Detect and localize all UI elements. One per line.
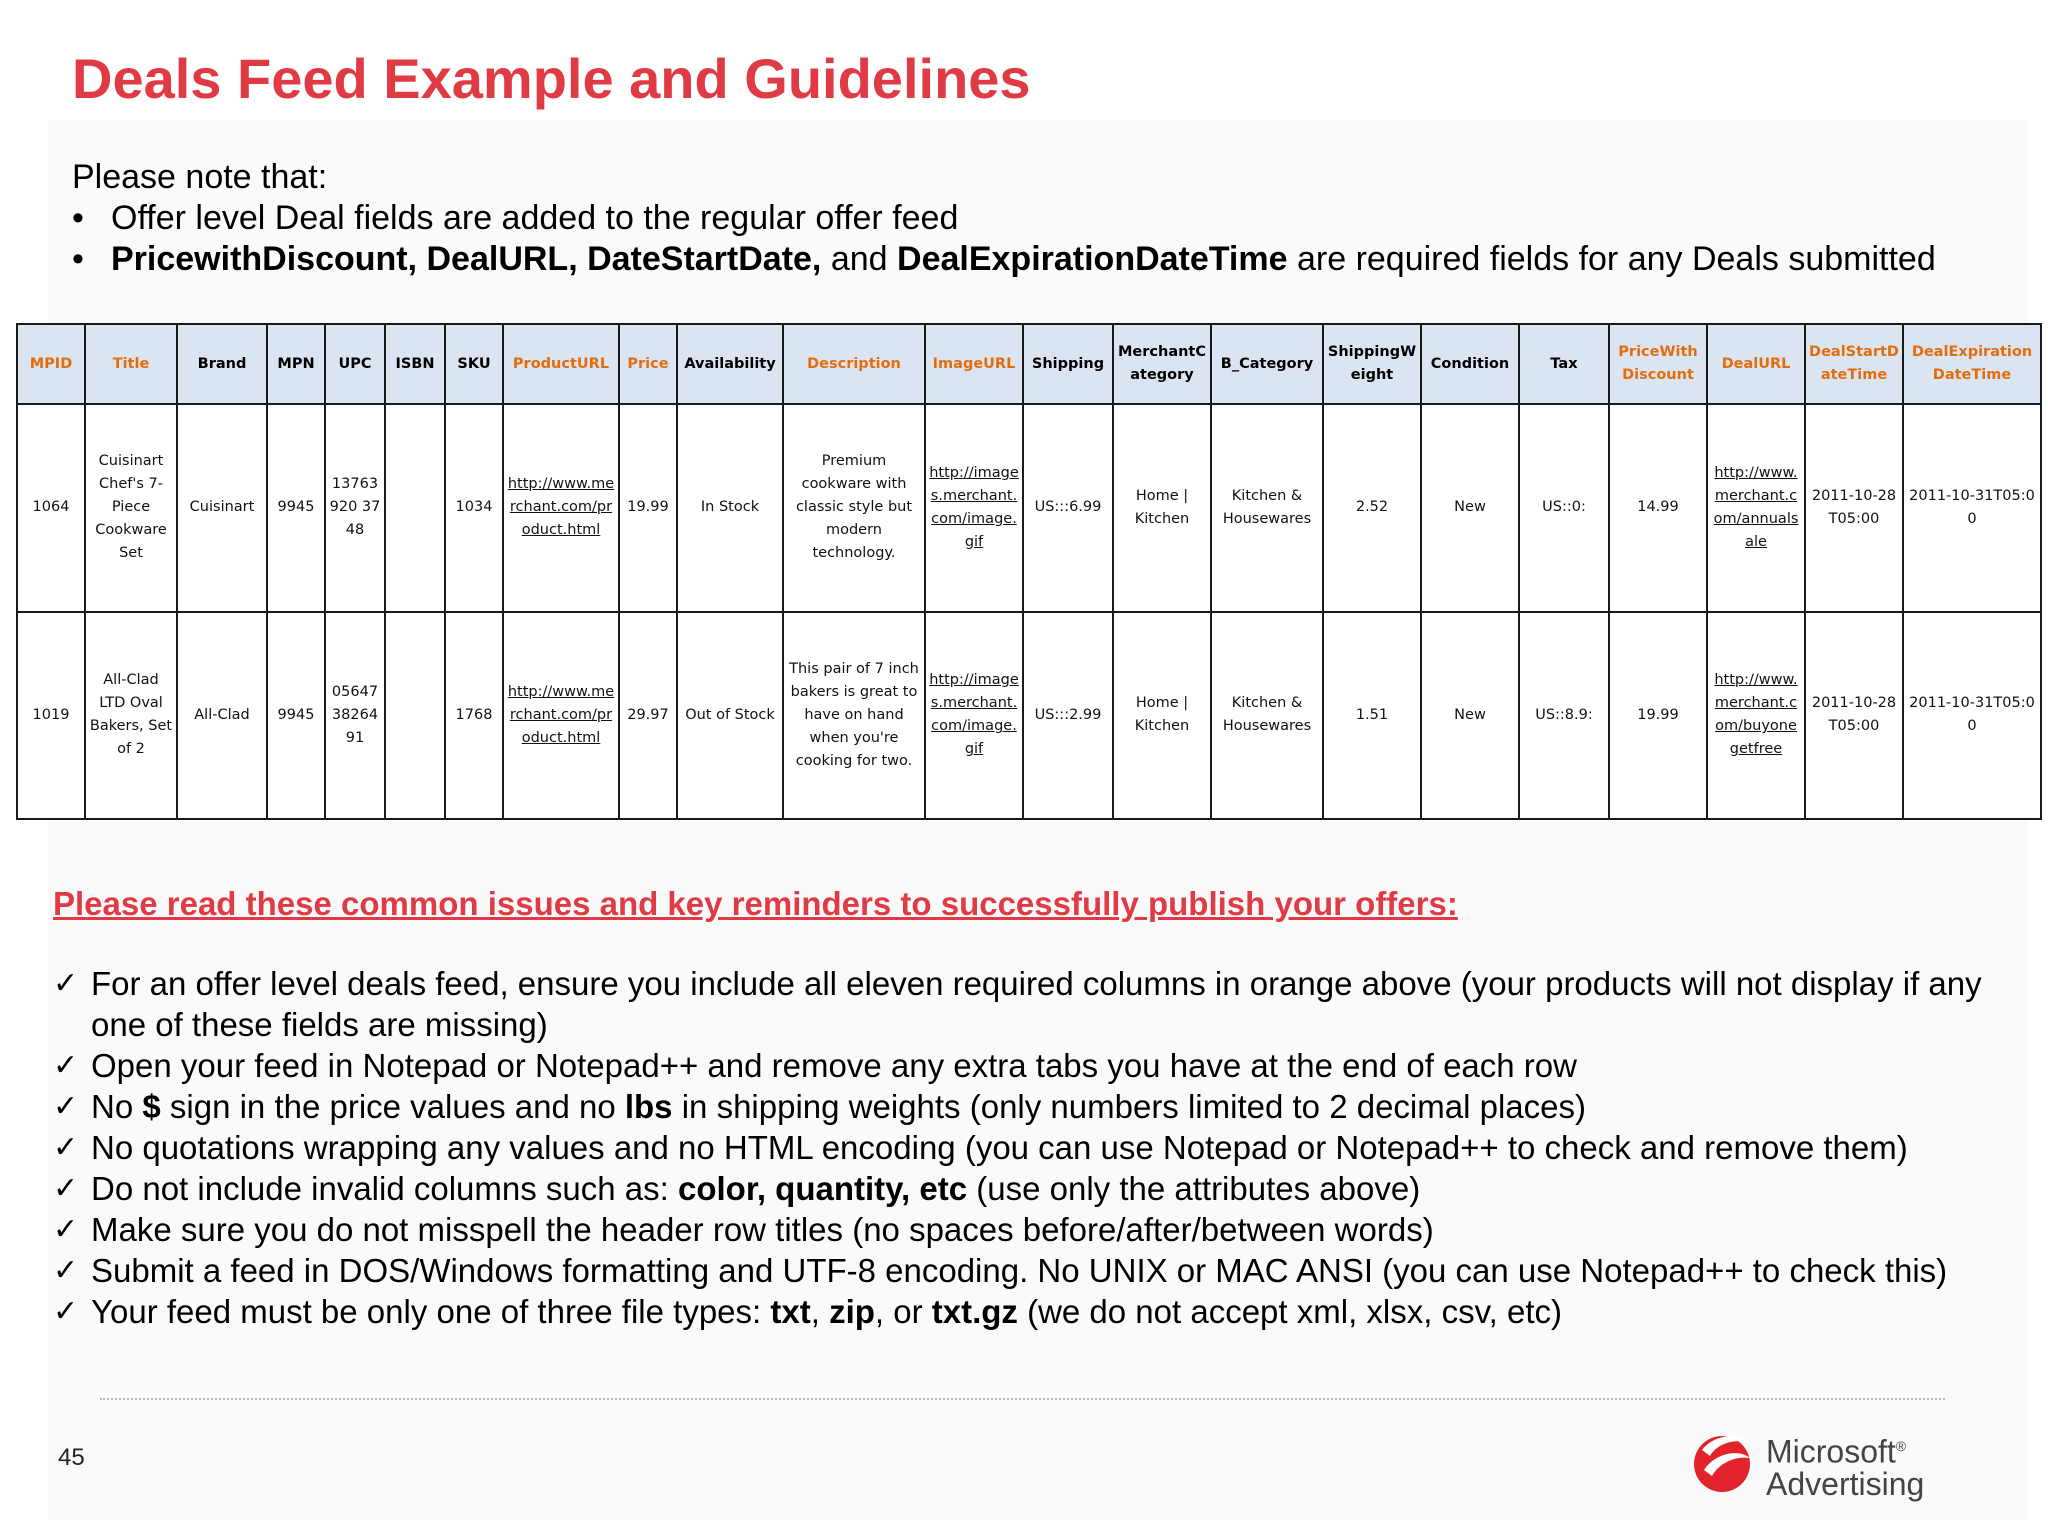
reminder-item: ✓ For an offer level deals feed, ensure you include all eleven required columns in orange above (your products will not display if any one of these fields are missing) [53,965,1982,1043]
table-cell: 0564738264 91 [325,612,385,820]
reminder-item: ✓ Submit a feed in DOS/Windows formatting and UTF-8 encoding. No UNIX or MAC ANSI (you can use Notepad++ to check this) [53,1252,1948,1289]
column-header: MPN [267,324,325,404]
table-cell: 2011-10-31T05:00 [1903,404,2041,612]
column-header: MerchantCategory [1113,324,1211,404]
product-url-link[interactable]: http://www.merchant.com/product.html [503,612,619,820]
table-cell: Cuisinart Chef's 7-Piece Cookware Set [85,404,177,612]
table-row [17,612,2041,820]
table-cell: 2.52 [1323,404,1421,612]
bullet-icon: • [72,199,84,237]
column-header: Title [85,324,177,404]
column-header: Availability [677,324,783,404]
table-cell: 9945 [267,612,325,820]
issues-heading: Please read these common issues and key reminders to successfully publish your offers: [53,885,1458,922]
deal-url-link[interactable]: http://www.merchant.com/annualsale [1707,404,1805,612]
image-url-link[interactable]: http://images.merchant.com/image.gif [925,612,1023,820]
column-header: Brand [177,324,267,404]
note-item: • Offer level Deal fields are added to the regular offer feed [72,199,959,237]
column-header: Tax [1519,324,1609,404]
note-section [72,157,2012,280]
reminder-item: ✓ No $ sign in the price values and no lbs in shipping weights (only numbers limited to 2 decimal places) [53,1088,1586,1125]
reminders-list [53,963,2013,1332]
table-cell: All-Clad LTD Oval Bakers, Set of 2 [85,612,177,820]
reminder-item: ✓ Open your feed in Notepad or Notepad++ and remove any extra tabs you have at the end of each row [53,1047,1577,1084]
table-cell: 1019 [17,612,85,820]
table-cell: Cuisinart [177,404,267,612]
table-cell: Home | Kitchen [1113,612,1211,820]
table-cell: 1.51 [1323,612,1421,820]
note-intro: Please note that: [72,158,328,196]
column-header: DealStartDateTime [1805,324,1903,404]
deals-feed-table [16,323,2042,820]
column-header: Shipping [1023,324,1113,404]
table-cell: 2011-10-28T05:00 [1805,612,1903,820]
table-cell [385,404,445,612]
checkmark-icon: ✓ [53,966,79,1001]
note-list [72,198,2012,280]
table-cell [385,612,445,820]
logo-line2: Advertising [1766,1465,1925,1502]
column-header: Description [783,324,925,404]
reminder-item: ✓ Your feed must be only one of three file types: txt, zip, or txt.gz (we do not accept xml, xlsx, csv, etc) [53,1293,1562,1330]
table-cell: 1034 [445,404,503,612]
reminder-item: ✓ Make sure you do not misspell the header row titles (no spaces before/after/between words) [53,1211,1434,1248]
deal-url-link[interactable]: http://www.merchant.com/buyonegetfree [1707,612,1805,820]
checkmark-icon: ✓ [53,1089,79,1124]
logo-text [1766,1430,1924,1500]
checkmark-icon: ✓ [53,1130,79,1165]
table-cell: Home | Kitchen [1113,404,1211,612]
column-header: MPID [17,324,85,404]
table-header-row [17,324,2041,404]
page-title: Deals Feed Example and Guidelines [72,47,1031,110]
reminder-item: ✓ No quotations wrapping any values and no HTML encoding (you can use Notepad or Notepad++ to check and remove them) [53,1129,1908,1166]
table-cell: Kitchen & Housewares [1211,404,1323,612]
column-header: Condition [1421,324,1519,404]
table-cell: 1064 [17,404,85,612]
table-cell: 9945 [267,404,325,612]
table-cell: US:::2.99 [1023,612,1113,820]
table-cell: 1768 [445,612,503,820]
microsoft-advertising-logo [1688,1424,1925,1502]
column-header: ProductURL [503,324,619,404]
column-header: ImageURL [925,324,1023,404]
table-cell: 13763920 3748 [325,404,385,612]
table-cell: New [1421,612,1519,820]
column-header: ISBN [385,324,445,404]
table-cell: 19.99 [1609,612,1707,820]
column-header: Price [619,324,677,404]
table-cell: In Stock [677,404,783,612]
table-cell: 2011-10-28T05:00 [1805,404,1903,612]
note-item: • PricewithDiscount, DealURL, DateStartDate, and DealExpirationDateTime are required fields for any Deals submitted [72,240,1936,278]
column-header: PriceWithDiscount [1609,324,1707,404]
table-cell: New [1421,404,1519,612]
logo-swirl-icon [1688,1424,1760,1496]
checkmark-icon: ✓ [53,1212,79,1247]
reminder-item: ✓ Do not include invalid columns such as: color, quantity, etc (use only the attributes above) [53,1170,1421,1207]
table-cell: US::8.9: [1519,612,1609,820]
table-cell: This pair of 7 inch bakers is great to have on hand when you're cooking for two. [783,612,925,820]
column-header: DealExpirationDateTime [1903,324,2041,404]
column-header: ShippingWeight [1323,324,1421,404]
column-header: UPC [325,324,385,404]
column-header: SKU [445,324,503,404]
checkmark-icon: ✓ [53,1294,79,1329]
table-cell: 19.99 [619,404,677,612]
logo-line1: Microsoft [1766,1433,1896,1470]
image-url-link[interactable]: http://images.merchant.com/image.gif [925,404,1023,612]
table-row [17,404,2041,612]
table-cell: Premium cookware with classic style but modern technology. [783,404,925,612]
column-header: B_Category [1211,324,1323,404]
table-cell: Out of Stock [677,612,783,820]
table-cell: 2011-10-31T05:00 [1903,612,2041,820]
table-cell: US::0: [1519,404,1609,612]
product-url-link[interactable]: http://www.merchant.com/product.html [503,404,619,612]
table-cell: 14.99 [1609,404,1707,612]
page-number: 45 [58,1444,85,1471]
checkmark-icon: ✓ [53,1253,79,1288]
table-cell: 29.97 [619,612,677,820]
table-cell: Kitchen & Housewares [1211,612,1323,820]
column-header: DealURL [1707,324,1805,404]
checkmark-icon: ✓ [53,1048,79,1083]
table-cell: All-Clad [177,612,267,820]
footer-divider [100,1398,1945,1400]
logo-registered: ® [1895,1438,1907,1454]
checkmark-icon: ✓ [53,1171,79,1206]
table-cell: US:::6.99 [1023,404,1113,612]
bullet-icon: • [72,240,84,278]
